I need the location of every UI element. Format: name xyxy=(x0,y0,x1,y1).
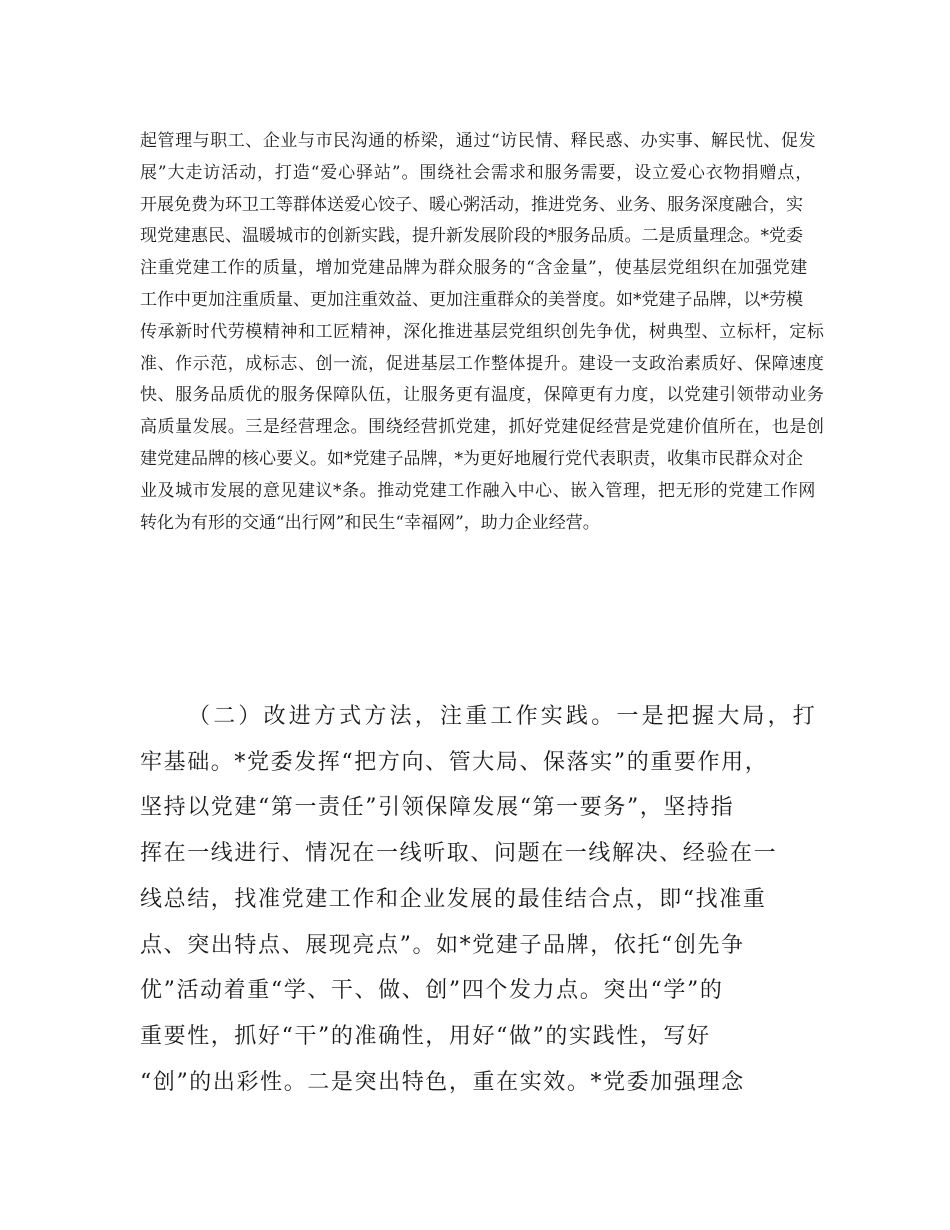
text-line: 转化为有形的交通“出行网”和民生“幸福网”，助力企业经营。 xyxy=(140,512,600,533)
text-line: 开展免费为环卫工等群体送爱心饺子、暖心粥活动，推进党务、业务、服务深度融合，实 xyxy=(140,194,803,215)
text-line: 业及城市发展的意见建议*条。推动党建工作融入中心、嵌入管理，把无形的党建工作网 xyxy=(140,480,816,501)
text-line: 起管理与职工、企业与市民沟通的桥梁，通过“访民情、释民惑、办实事、解民忧、促发 xyxy=(140,131,817,151)
text-line: 重要性，抓好“干”的准确性，用好“做”的实践性，写好 xyxy=(140,1023,711,1049)
text-line: 线总结，找准党建工作和企业发展的最佳结合点，即“找准重 xyxy=(140,886,767,912)
text-line: 高质量发展。三是经营理念。围绕经营抓党建，抓好党建促经营是党建价值所在，也是创 xyxy=(140,417,825,438)
text-line: 牢基础。*党委发挥“把方向、管大局、保落实”的重要作用， xyxy=(140,749,769,775)
text-line: 坚持以党建“第一责任”引领保障发展“第一要务”，坚持指 xyxy=(140,795,735,821)
text-line: 工作中更加注重质量、更加注重效益、更加注重群众的美誉度。如*党建子品牌，以*劳模 xyxy=(140,289,803,310)
paragraph-concepts xyxy=(140,126,825,539)
text-line: 传承新时代劳模精神和工匠精神，深化推进基层党组织创先争优，树典型、立标杆，定标 xyxy=(140,321,825,342)
text-line: “创”的出彩性。二是突出特色，重在实效。*党委加强理念 xyxy=(140,1069,745,1095)
text-line: （二）改进方式方法，注重工作实践。一是把握大局，打 xyxy=(188,704,819,729)
text-line: 优”活动着重“学、干、做、创”四个发力点。突出“学”的 xyxy=(140,978,724,1004)
text-line: 挥在一线进行、情况在一线听取、问题在一线解决、经验在一 xyxy=(140,841,778,867)
text-line: 注重党建工作的质量，增加党建品牌为群众服务的“含金量”，使基层党组织在加强党建 xyxy=(140,258,808,279)
paragraph-methods xyxy=(140,694,830,1105)
text-line: 点、突出特点、展现亮点”。如*党建子品牌，依托“创先争 xyxy=(140,932,745,958)
text-line: 快、服务品质优的服务保障队伍，让服务更有温度，保障更有力度，以党建引领带动业务 xyxy=(140,385,825,406)
text-line: 建党建品牌的核心要义。如*党建子品牌，*为更好地履行党代表职责，收集市民群众对企 xyxy=(140,448,803,469)
text-line: 准、作示范，成标志、创一流，促进基层工作整体提升。建设一支政治素质好、保障速度 xyxy=(140,353,825,374)
text-line: 现党建惠民、温暖城市的创新实践，提升新发展阶段的*服务品质。二是质量理念。*党委 xyxy=(140,226,803,247)
text-line: 展”大走访活动，打造“爱心驿站”。围绕社会需求和服务需要，设立爱心衣物捐赠点， xyxy=(140,162,814,183)
